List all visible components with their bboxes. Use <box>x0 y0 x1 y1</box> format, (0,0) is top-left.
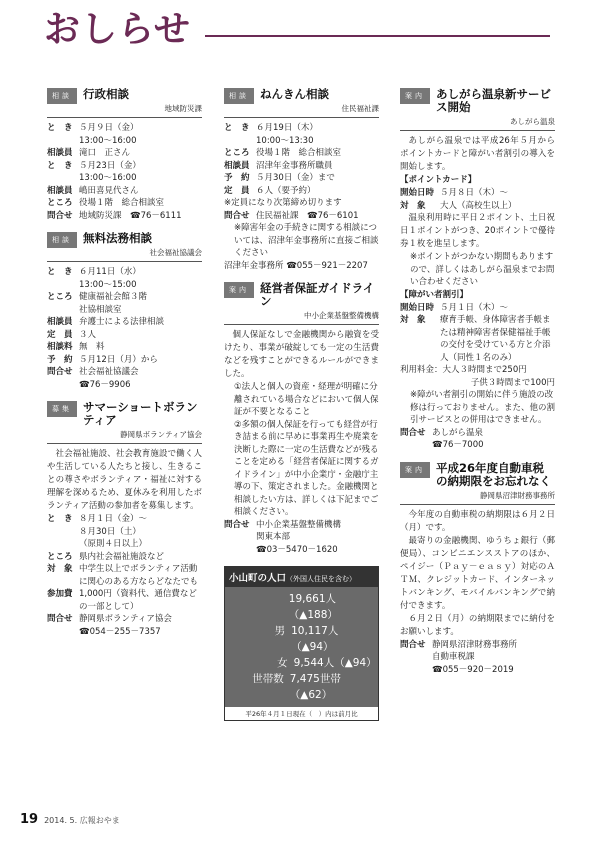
info-value: 13:00～16:00 <box>79 135 137 146</box>
info-value: 社会福祉協議会 <box>79 367 139 377</box>
info-value: 静岡県ボランティア協会 <box>79 614 172 624</box>
info-key: 問合せ <box>400 427 426 438</box>
info-key: 問合せ <box>47 367 73 377</box>
footer <box>20 812 120 827</box>
info-row <box>47 135 202 148</box>
section-body: 最寄りの金融機関、ゆうちょ銀行（郵便局）、コンビニエンスストアのほか、ペイジー（Ｐａｙ－ｅａｓｙ）対応のＡＴＭ、クレジットカード、インターネットバンキング、モバイルバンキングで納付できます。 <box>400 535 555 611</box>
info-value: 自動車税課 <box>432 652 475 662</box>
population-label <box>231 591 289 623</box>
population-note: 平26年４月１日現在（ ）内は前月比 <box>225 707 378 720</box>
info-key: 予 約 <box>224 173 250 183</box>
section-tag: 相談 <box>224 88 254 104</box>
section-tag: 相談 <box>47 232 77 248</box>
section-body: 個人保証なしで金融機関から融資を受けたり、事業が破綻しても一定の生活費などを残すことができるルールができました。 <box>224 330 379 379</box>
info-key: 相談員 <box>47 185 73 196</box>
fee: 利用料金：大人３時間まで250円 <box>400 365 527 375</box>
info-value: ８月１日（金）～ <box>79 514 148 524</box>
section-nenkin <box>224 88 379 272</box>
info-value: 静岡県沼津財務事務所 <box>432 639 518 650</box>
population-value: 10,117人（▲94） <box>291 625 339 653</box>
section-header <box>47 88 202 118</box>
list-item: ②多額の個人保証を行っても経営が行き詰まる前に早めに事業再生や廃業を決断した際に一定の生活費などが残ることを定める「経営者保証に関するガイドライン」が中小企業庁・金融庁主導の下、策定されました。金融機関と相談したい方は、詳しくは下記までご相談ください。 <box>234 419 379 517</box>
section-org: 中小企業基盤整備機構 <box>304 311 379 320</box>
info-row <box>47 538 202 551</box>
section-title: 無料法務相談 <box>83 231 152 245</box>
info-row <box>47 147 202 160</box>
info-key: 問合せ <box>47 210 73 221</box>
info-rows <box>400 302 555 365</box>
info-rows <box>224 519 379 557</box>
fee: 子供３時間まで100円 <box>470 377 555 388</box>
info-key: ところ <box>224 148 250 158</box>
page-title: おしらせ <box>44 9 191 50</box>
section-tag: 案内 <box>400 462 430 478</box>
info-value: 関東本部 <box>256 532 291 542</box>
info-key: 予 約 <box>47 354 73 365</box>
section-jidosha <box>400 462 555 677</box>
info-row <box>47 329 202 342</box>
info-key: 相談料 <box>47 342 73 352</box>
info-row <box>224 519 379 532</box>
info-row <box>400 651 555 664</box>
info-value: 社協相談室 <box>79 304 122 315</box>
info-value: 13:00～16:00 <box>79 173 137 183</box>
info-key: 問合せ <box>47 614 73 624</box>
note: ※障害年金の手続きに関する相談については、沼津年金事務所に直接ご相談ください <box>234 223 379 258</box>
info-key: 相談員 <box>47 317 73 327</box>
info-row <box>47 172 202 185</box>
section-header <box>47 232 202 262</box>
info-key: ところ <box>47 198 73 208</box>
info-key: と き <box>47 267 73 277</box>
info-key <box>47 172 79 185</box>
info-value: ５月１日（木）～ <box>440 302 509 313</box>
info-key: 参加費 <box>47 589 73 599</box>
info-value: ☎76－9906 <box>79 379 131 390</box>
info-rows <box>400 639 555 677</box>
info-rows <box>47 266 202 391</box>
info-key: 問合せ <box>224 210 250 221</box>
info-key: 開始日時 <box>400 188 435 198</box>
info-value: 嶋田喜見代さん <box>79 185 139 196</box>
info-key: ところ <box>47 292 73 302</box>
info-value: ６月19日（木） <box>256 123 318 133</box>
info-value: ５月23日（金） <box>79 160 141 171</box>
info-value: ☎76－7000 <box>432 440 484 450</box>
population-label: 世帯数 <box>252 673 284 685</box>
info-key: 相談員 <box>47 148 73 158</box>
info-rows <box>224 210 379 223</box>
info-row <box>224 544 379 557</box>
info-key <box>47 626 79 639</box>
info-value: 療育手帳、身体障害者手帳または精神障害者保健福祉手帳の交付を受けている方と介添人（同性１名のみ） <box>440 315 551 363</box>
info-value: 役場１階 総合相談室 <box>256 148 342 158</box>
info-key: 相談員 <box>224 160 250 171</box>
section-header <box>224 88 379 118</box>
info-row <box>47 279 202 292</box>
info-key: 対 象 <box>47 564 73 574</box>
info-row <box>47 526 202 539</box>
section-summer <box>47 401 202 638</box>
info-key <box>224 544 256 557</box>
info-row <box>47 316 202 329</box>
info-value: 1,000円（資料代、通信費などの一部として） <box>79 589 197 612</box>
info-row <box>400 187 555 200</box>
info-key <box>47 304 79 317</box>
page-number: 19 <box>20 812 39 827</box>
info-key <box>47 135 79 148</box>
info-value: あしがら温泉 <box>432 427 484 438</box>
section-org: 社会福祉協議会 <box>149 248 202 257</box>
info-value: 健康福祉会館３階 <box>79 292 148 302</box>
list-item: ①法人と個人の資産・経理が明確に分離されている場合などにおいて個人保証が不要となること <box>234 382 379 417</box>
footer-text: 2014. 5. 広報おやま <box>44 816 120 825</box>
info-row <box>47 563 202 588</box>
info-row <box>47 379 202 392</box>
info-row <box>47 210 202 223</box>
info-row <box>47 551 202 564</box>
info-rows <box>400 187 555 212</box>
population-label: 女 <box>277 657 288 669</box>
section-title: サマーショートボランティア <box>83 400 198 427</box>
section-gyosei <box>47 88 202 222</box>
section-header <box>400 462 555 505</box>
info-row <box>400 439 555 452</box>
info-key: 問合せ <box>400 639 426 650</box>
section-header <box>224 282 379 325</box>
section-tag: 案内 <box>224 282 254 298</box>
info-row <box>47 185 202 198</box>
info-key: と き <box>47 160 73 171</box>
sub-heading: 【障がい者割引】 <box>400 289 469 300</box>
info-key: ところ <box>47 551 73 562</box>
title-rule <box>205 35 550 37</box>
section-body: 社会福祉施設、社会教育施設で働く人や生活している人たちと接し、生きることの尊さやボランティア・福祉に対する理解を深めるため、夏休みを利用したボランティア活動の参加者を募集します。 <box>47 449 202 511</box>
population-row <box>231 671 372 703</box>
section-org: あしがら温泉 <box>510 117 555 126</box>
section-org: 地域防災課 <box>164 104 202 113</box>
info-row <box>47 304 202 317</box>
info-row <box>47 160 202 173</box>
info-row <box>400 664 555 677</box>
info-row <box>400 200 555 213</box>
info-key <box>47 379 79 392</box>
info-key <box>400 664 432 677</box>
sub-heading: 【ポイントカード】 <box>400 175 477 185</box>
section-org: 住民福祉課 <box>341 104 379 113</box>
section-header <box>47 401 202 444</box>
info-value: ☎054－255－7357 <box>79 626 161 637</box>
info-value: 弁護士による法律相談 <box>79 317 165 327</box>
note: ※定員になり次第締め切ります <box>224 198 342 208</box>
section-horitsu <box>47 232 202 391</box>
section-onsen <box>400 88 555 452</box>
column-2 <box>224 88 379 721</box>
info-rows <box>400 427 555 452</box>
info-key <box>47 538 79 551</box>
info-row <box>400 639 555 652</box>
population-row <box>231 655 377 671</box>
info-key: 対 象 <box>400 200 426 211</box>
section-tag: 案内 <box>400 88 430 104</box>
info-value: 住民福祉課 ☎76－6101 <box>256 210 359 221</box>
population-subtitle: （外国人住民を含む） <box>286 575 357 583</box>
info-row <box>47 366 202 379</box>
info-row <box>47 197 202 210</box>
info-row <box>47 354 202 367</box>
info-value: 県内社会福祉施設など <box>79 551 165 562</box>
population-box <box>224 566 379 721</box>
section-body: ６月２日（月）の納期限までに納付をお願いします。 <box>400 613 555 637</box>
info-value: 沼津年金事務所職員 <box>256 160 333 171</box>
info-row <box>400 314 555 364</box>
section-tag: 相談 <box>47 88 77 104</box>
note: ※障がい者割引の開始に伴う施設の改修は行っておりません。また、他の割引サービスとの併用はできません。 <box>410 390 556 425</box>
info-key <box>47 526 79 539</box>
info-value: ６月11日（水） <box>79 267 141 277</box>
section-title: あしがら温泉新サービス開始 <box>436 87 551 114</box>
info-row <box>400 427 555 440</box>
info-value: 滝口 正さん <box>79 148 131 158</box>
section-title: ねんきん相談 <box>260 87 329 101</box>
info-key <box>224 135 256 148</box>
population-value: 9,544人（▲94） <box>293 657 377 669</box>
info-row <box>47 122 202 135</box>
info-value: ５月８日（木）～ <box>440 188 509 198</box>
info-value: ☎03－5470－1620 <box>256 544 338 555</box>
info-row <box>47 626 202 639</box>
info-value: 役場１階 総合相談室 <box>79 198 165 208</box>
population-label: 男 <box>274 625 286 637</box>
info-value: ５月12日（月）から <box>79 354 158 365</box>
section-body: 今年度の自動車税の納期限は６月２日（月）です。 <box>400 509 555 533</box>
population-header <box>225 567 378 587</box>
population-value: 7,475世帯（▲62） <box>289 673 341 701</box>
info-key: 定 員 <box>47 329 73 340</box>
section-text: 温泉利用時に平日２ポイント、土日祝日１ポイントがつき、20ポイントで優待券１枚を進呈します。 <box>400 213 555 249</box>
info-key <box>400 439 432 452</box>
info-rows <box>224 122 379 197</box>
section-title: 平成26年度自動車税の納期限をお忘れなく <box>436 460 551 488</box>
info-rows <box>47 122 202 222</box>
info-key <box>224 531 256 544</box>
info-key: 対 象 <box>400 315 426 325</box>
info-key: 定 員 <box>224 185 250 196</box>
column-1 <box>47 88 202 648</box>
column-3 <box>400 88 555 686</box>
info-value: 中学生以上でボランティア活動に関心のある方ならどなたでも <box>79 564 199 587</box>
population-row <box>231 591 372 623</box>
section-tag: 募集 <box>47 401 77 417</box>
population-title: 小山町の人口 <box>229 573 287 584</box>
info-key: と き <box>47 123 73 133</box>
info-value: 中小企業基盤整備機構 <box>256 519 342 530</box>
info-value: ☎055－920－2019 <box>432 664 514 675</box>
note: ※ポイントがつかない期間もありますので、詳しくはあしがら温泉までお問い合わせください <box>410 252 555 287</box>
info-row <box>224 160 379 173</box>
population-body <box>225 587 378 707</box>
info-value: ６人（要予約） <box>256 185 316 196</box>
info-row <box>47 513 202 526</box>
info-row <box>400 302 555 315</box>
info-row <box>224 531 379 544</box>
info-value: ５月30日（金）まで <box>256 173 335 183</box>
info-row <box>224 172 379 185</box>
info-key: と き <box>224 123 250 133</box>
info-value: ３人 <box>79 329 97 340</box>
info-row <box>224 147 379 160</box>
contact: 沼津年金事務所 ☎055－921－2207 <box>224 260 368 271</box>
info-row <box>47 266 202 279</box>
info-key: 開始日時 <box>400 302 435 313</box>
info-row <box>224 122 379 135</box>
info-rows <box>47 513 202 638</box>
population-row <box>231 623 372 655</box>
population-value: 19,661人（▲188） <box>288 593 338 621</box>
info-row <box>47 588 202 613</box>
section-title: 行政相談 <box>83 87 129 101</box>
info-key <box>47 279 79 292</box>
info-key: 問合せ <box>224 519 250 530</box>
info-value: 10:00～13:30 <box>256 135 314 146</box>
info-row <box>47 341 202 354</box>
info-value: ８月30日（土） <box>79 526 141 537</box>
section-org: 静岡県ボランティア協会 <box>120 430 202 439</box>
section-org: 静岡県沼津財務事務所 <box>480 490 555 500</box>
info-key <box>400 651 432 664</box>
info-value: ５月９日（金） <box>79 123 139 133</box>
info-value: 13:00～15:00 <box>79 279 137 290</box>
section-header <box>400 88 555 131</box>
info-value: （原則４日以上） <box>79 539 148 549</box>
info-value: 地域防災課 ☎76－6111 <box>79 210 182 221</box>
section-keiei <box>224 282 379 556</box>
info-row <box>47 613 202 626</box>
info-value: 大人（高校生以上） <box>440 200 517 211</box>
info-value: 無 料 <box>79 342 105 352</box>
info-row <box>224 210 379 223</box>
info-row <box>224 135 379 148</box>
section-body: あしがら温泉では平成26年５月からポイントカードと障がい者割引の導入を開始します。 <box>400 136 555 172</box>
section-title: 経営者保証ガイドライン <box>260 281 375 308</box>
info-row <box>47 291 202 304</box>
info-key: と き <box>47 514 73 524</box>
info-row <box>224 185 379 198</box>
